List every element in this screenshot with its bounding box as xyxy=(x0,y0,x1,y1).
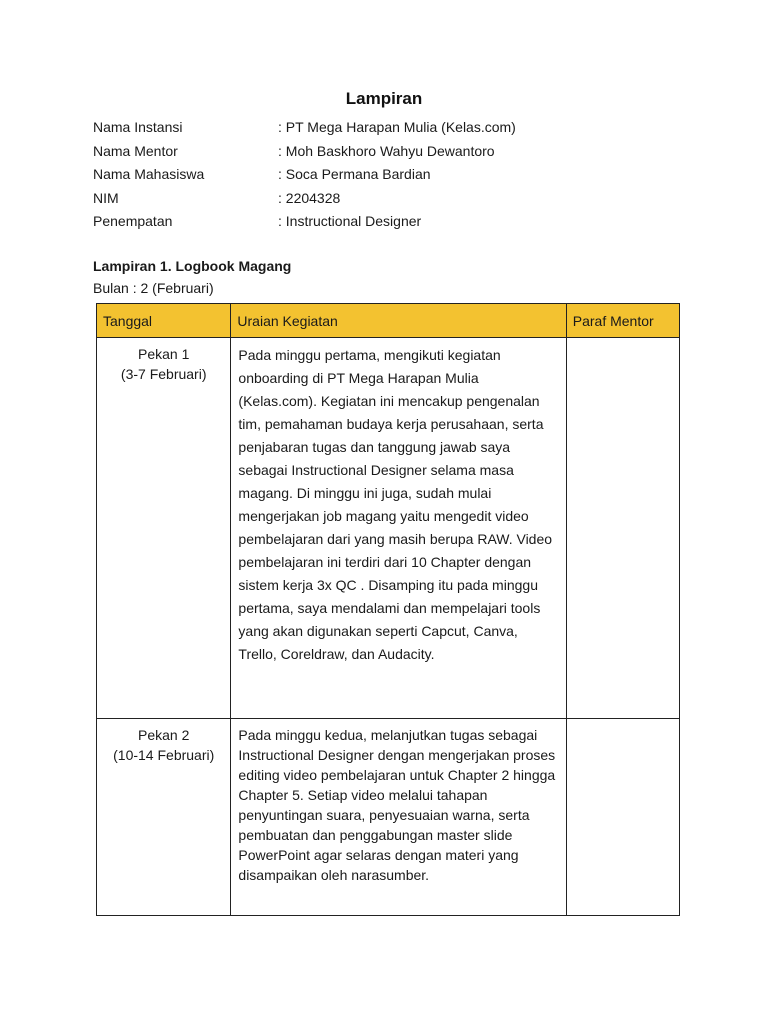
section-heading: Lampiran 1. Logbook Magang xyxy=(93,258,292,274)
week-label: Pekan 1 xyxy=(138,346,190,362)
info-label: Nama Mahasiswa xyxy=(93,166,205,182)
info-value: : Moh Baskhoro Wahyu Dewantoro xyxy=(278,142,495,159)
table-header-row xyxy=(97,304,680,338)
month-line: Bulan : 2 (Februari) xyxy=(93,280,214,296)
info-label: NIM xyxy=(93,189,119,206)
date-cell xyxy=(97,338,231,719)
signature-cell xyxy=(566,719,679,916)
date-range: (3-7 Februari) xyxy=(120,366,207,382)
info-value: : Soca Permana Bardian xyxy=(278,166,431,182)
description-cell: Pada minggu kedua, melanjutkan tugas sebagai Instructional Designer dengan mengerjakan proses editing video pembelajaran untuk Chapter 2 hingga Chapter 5. Setiap video melalui tahapan penyuntingan suara, penyesuaian warna, serta pembuatan dan penggabungan master slide PowerPoint agar selaras dengan materi yang disampaikan oleh narasumber. xyxy=(231,719,566,916)
table-row xyxy=(97,338,680,719)
signature-cell xyxy=(566,338,679,719)
info-label: Nama Mentor xyxy=(93,142,178,159)
info-value: : Instructional Designer xyxy=(278,213,422,229)
date-cell xyxy=(97,719,231,916)
week-label: Pekan 2 xyxy=(138,727,190,743)
info-value: : PT Mega Harapan Mulia (Kelas.com) xyxy=(278,119,516,135)
info-label: Nama Instansi xyxy=(93,119,183,135)
header-tanggal: Tanggal xyxy=(97,304,231,338)
info-label: Penempatan xyxy=(93,213,173,229)
header-uraian: Uraian Kegiatan xyxy=(231,304,566,338)
document-title: Lampiran xyxy=(345,89,423,108)
logbook-table xyxy=(96,303,680,916)
header-paraf: Paraf Mentor xyxy=(566,304,679,338)
info-value: : 2204328 xyxy=(278,189,341,206)
table-row xyxy=(97,719,680,916)
date-range: (10-14 Februari) xyxy=(113,747,215,763)
description-cell: Pada minggu pertama, mengikuti kegiatan onboarding di PT Mega Harapan Mulia (Kelas.com). Kegiatan ini mencakup pengenalan tim, pemahaman budaya kerja perusahaan, serta penjabaran tugas dan tanggung jawab saya sebagai Instructional Designer selama masa magang. Di minggu ini juga, sudah mulai mengerjakan job magang yaitu mengedit video pembelajaran dari yang masih berupa RAW. Video pembelajaran ini terdiri dari 10 Chapter dengan sistem kerja 3x QC . Disamping itu pada minggu pertama, saya mendalami dan mempelajari tools yang akan digunakan seperti Capcut, Canva, Trello, Coreldraw, dan Audacity. xyxy=(231,338,566,719)
